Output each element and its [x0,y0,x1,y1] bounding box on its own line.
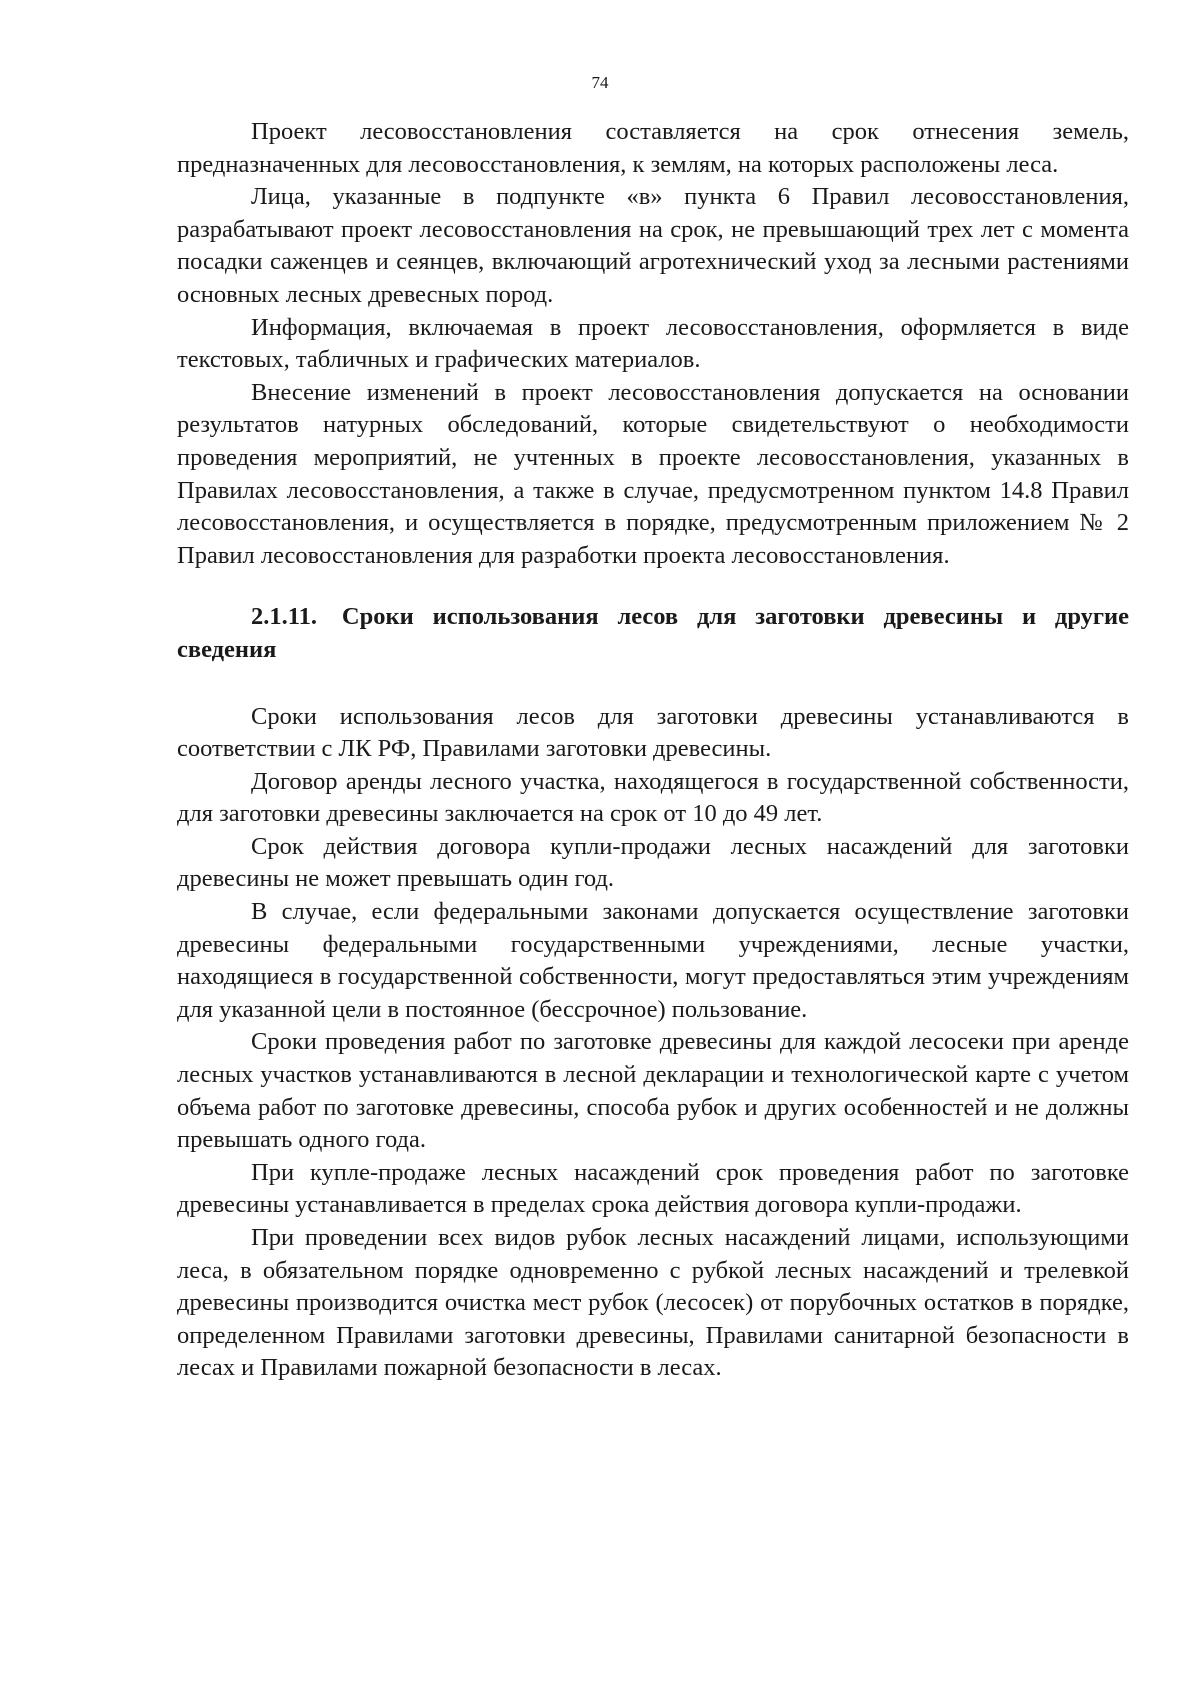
paragraph: В случае, если федеральными законами допускается осуществление заготовки древесины федеральными государственными учреждениями, лесные участки, находящиеся в государственной собственности, могут предоставляться этим учреждениям для указанной цели в постоянное (бессрочное) пользование. [177,898,1129,1023]
paragraph: Договор аренды лесного участка, находящегося в государственной собственности, для заготовки древесины заключается на срок от 10 до 49 лет. [177,767,1129,828]
paragraph: Срок действия договора купли-продажи лесных насаждений для заготовки древесины не может превышать один год. [177,832,1129,893]
paragraph: При купле-продаже лесных насаждений срок проведения работ по заготовке древесины устанавливается в пределах срока действия договора купли-продажи. [177,1158,1129,1219]
section-heading [177,601,1129,666]
paragraph: Сроки проведения работ по заготовке древесины для каждой лесосеки при аренде лесных участков устанавливаются в лесной декларации и технологической карте с учетом объема работ по заготовке древесины, способа рубок и других особенностей и не должны превышать одного года. [177,1028,1129,1154]
section-number: 2.1.11. [251,603,318,631]
document-body [177,116,1129,1385]
page-number: 74 [591,73,609,92]
paragraph: Информация, включаемая в проект лесовосстановления, оформляется в виде текстовых, табличных и графических материалов. [177,313,1129,374]
section-title: Сроки использования лесов для заготовки древесины и другие сведения [177,603,1129,663]
paragraph: Лица, указанные в подпункте «в» пункта 6 Правил лесовосстановления, разрабатывают проект лесовосстановления на срок, не превышающий трех лет с момента посадки саженцев и сеянцев, включающий агротехнический уход за лесными растениями основных лесных древесных пород. [177,183,1129,308]
paragraph: Сроки использования лесов для заготовки древесины устанавливаются в соответствии с ЛК РФ, Правилами заготовки древесины. [177,702,1129,763]
paragraph: При проведении всех видов рубок лесных насаждений лицами, использующими леса, в обязательном порядке одновременно с рубкой лесных насаждений и трелевкой древесины производится очистка мест рубок (лесосек) от порубочных остатков в порядке, определенном Правилами заготовки древесины, Правилами санитарной безопасности в лесах и Правилами пожарной безопасности в лесах. [177,1224,1129,1382]
paragraph: Внесение изменений в проект лесовосстановления допускается на основании результатов натурных обследований, которые свидетельствуют о необходимости проведения мероприятий, не учтенных в проекте лесовосстановления, указанных в Правилах лесовосстановления, а также в случае, предусмотренном пунктом 14.8 Правил лесовосстановления, и осуществляется в порядке, предусмотренным приложением № 2 Правил лесовосстановления для разработки проекта лесовосстановления. [177,378,1129,569]
paragraph: Проект лесовосстановления составляется на срок отнесения земель, предназначенных для лесовосстановления, к землям, на которых расположены леса. [177,118,1129,178]
